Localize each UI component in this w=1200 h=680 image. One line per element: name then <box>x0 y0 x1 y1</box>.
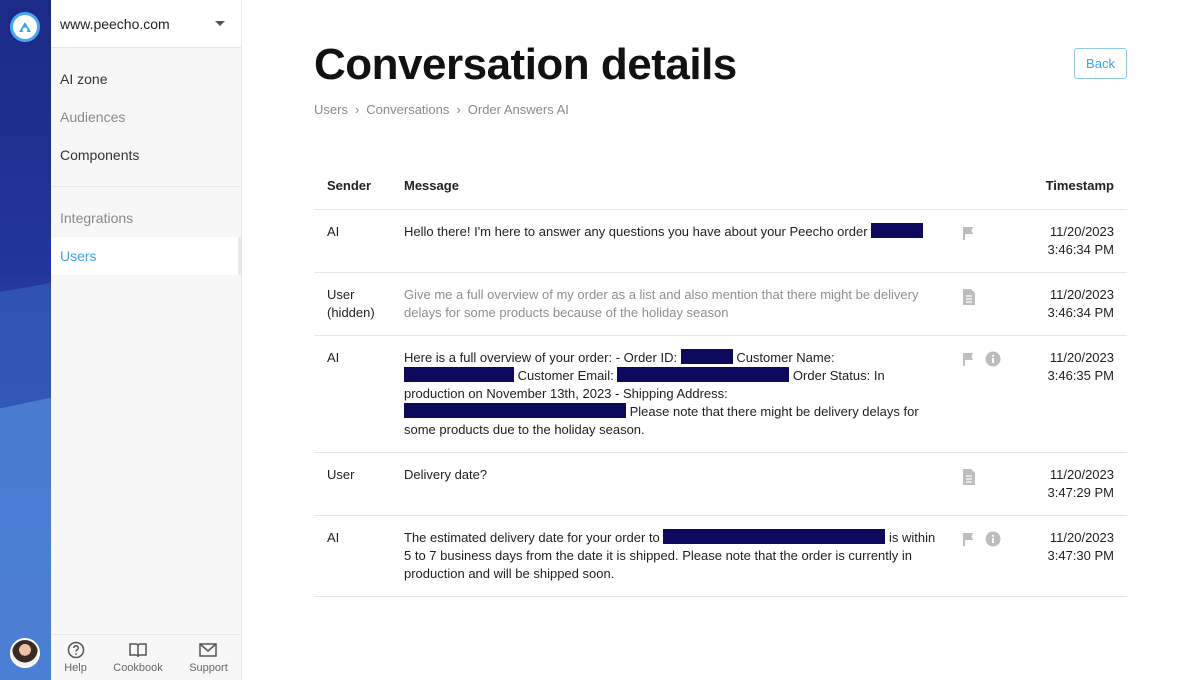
user-avatar[interactable] <box>10 638 40 668</box>
sidebar-item-integrations[interactable]: Integrations <box>60 210 134 226</box>
row-sender: AI <box>327 350 340 365</box>
cookbook-button[interactable] <box>113 641 163 674</box>
header-message: Message <box>404 177 459 193</box>
mail-icon <box>198 641 218 659</box>
rail-decoration <box>0 379 51 680</box>
app-logo-icon[interactable] <box>10 12 40 42</box>
row-message: The estimated delivery date for your order to is within 5 to 7 business days from the date it is shipped. Please note that the order is currently in production and will be shipped soon. <box>404 530 936 581</box>
help-label: Help <box>64 662 87 674</box>
sidebar-footer <box>51 634 241 680</box>
table-row <box>314 273 1127 336</box>
support-button[interactable] <box>189 641 228 674</box>
sidebar-item-users[interactable]: Users <box>51 237 241 275</box>
redaction-block <box>871 223 923 238</box>
document-icon[interactable] <box>961 468 977 484</box>
help-button[interactable] <box>64 641 87 674</box>
sidebar-item-ai-zone[interactable]: AI zone <box>60 71 108 87</box>
conversation-table <box>314 162 1127 597</box>
redaction-block <box>681 349 733 364</box>
page-title: Conversation details <box>314 40 737 89</box>
book-icon <box>128 641 148 659</box>
row-timestamp: 11/20/2023 3:46:35 PM <box>1047 350 1114 383</box>
redaction-block <box>404 403 626 418</box>
support-label: Support <box>189 662 228 674</box>
breadcrumb-conversations[interactable]: Conversations <box>366 102 450 117</box>
row-timestamp: 11/20/2023 3:47:29 PM <box>1047 467 1114 500</box>
breadcrumb-users[interactable]: Users <box>314 102 348 117</box>
flag-icon[interactable] <box>961 351 977 367</box>
table-row <box>314 453 1127 516</box>
row-message: Give me a full overview of my order as a list and also mention that there might be delivery delays for some products because of the holiday season <box>404 287 919 320</box>
sidebar-item-audiences[interactable]: Audiences <box>60 109 126 125</box>
redaction-block <box>663 529 885 544</box>
table-row <box>314 516 1127 597</box>
row-sender: User (hidden) <box>327 287 375 320</box>
table-row <box>314 336 1127 453</box>
breadcrumb <box>314 102 569 117</box>
row-sender: AI <box>327 224 340 239</box>
site-name: www.peecho.com <box>60 15 170 32</box>
nav-group-secondary <box>51 187 241 287</box>
info-icon[interactable] <box>985 351 1001 367</box>
sidebar <box>51 0 242 680</box>
flag-icon[interactable] <box>961 531 977 547</box>
nav-group-primary <box>51 48 241 187</box>
row-message: Here is a full overview of your order: - Order ID: Customer Name: Customer Email: Order Status: In production on November 13th, 2023 - Shipping Address: Please note that there might be delivery delays for some products due to the holiday season. <box>404 350 919 437</box>
breadcrumb-separator: › <box>354 102 360 117</box>
row-sender: AI <box>327 530 340 545</box>
row-timestamp: 11/20/2023 3:46:34 PM <box>1047 224 1114 257</box>
back-button[interactable]: Back <box>1074 48 1127 79</box>
site-selector[interactable] <box>51 0 241 48</box>
document-icon[interactable] <box>961 288 977 304</box>
redaction-block <box>617 367 789 382</box>
cookbook-label: Cookbook <box>113 662 163 674</box>
header-timestamp: Timestamp <box>1045 177 1114 193</box>
help-icon <box>67 641 85 659</box>
sidebar-item-components[interactable]: Components <box>60 147 140 163</box>
row-timestamp: 11/20/2023 3:46:34 PM <box>1047 287 1114 320</box>
header-sender: Sender <box>327 178 372 193</box>
table-header <box>314 162 1127 210</box>
info-icon[interactable] <box>985 531 1001 547</box>
row-message: Hello there! I'm here to answer any questions you have about your Peecho order <box>391 223 951 241</box>
breadcrumb-current: Order Answers AI <box>467 102 569 117</box>
row-sender: User <box>327 467 355 482</box>
table-row <box>314 210 1127 273</box>
main-content <box>242 0 1200 680</box>
app-rail <box>0 0 51 680</box>
chevron-down-icon <box>215 21 225 26</box>
row-message: Delivery date? <box>404 467 488 482</box>
flag-icon[interactable] <box>961 225 977 241</box>
redaction-block <box>404 367 514 382</box>
breadcrumb-separator: › <box>456 102 461 117</box>
row-timestamp: 11/20/2023 3:47:30 PM <box>1047 530 1114 563</box>
